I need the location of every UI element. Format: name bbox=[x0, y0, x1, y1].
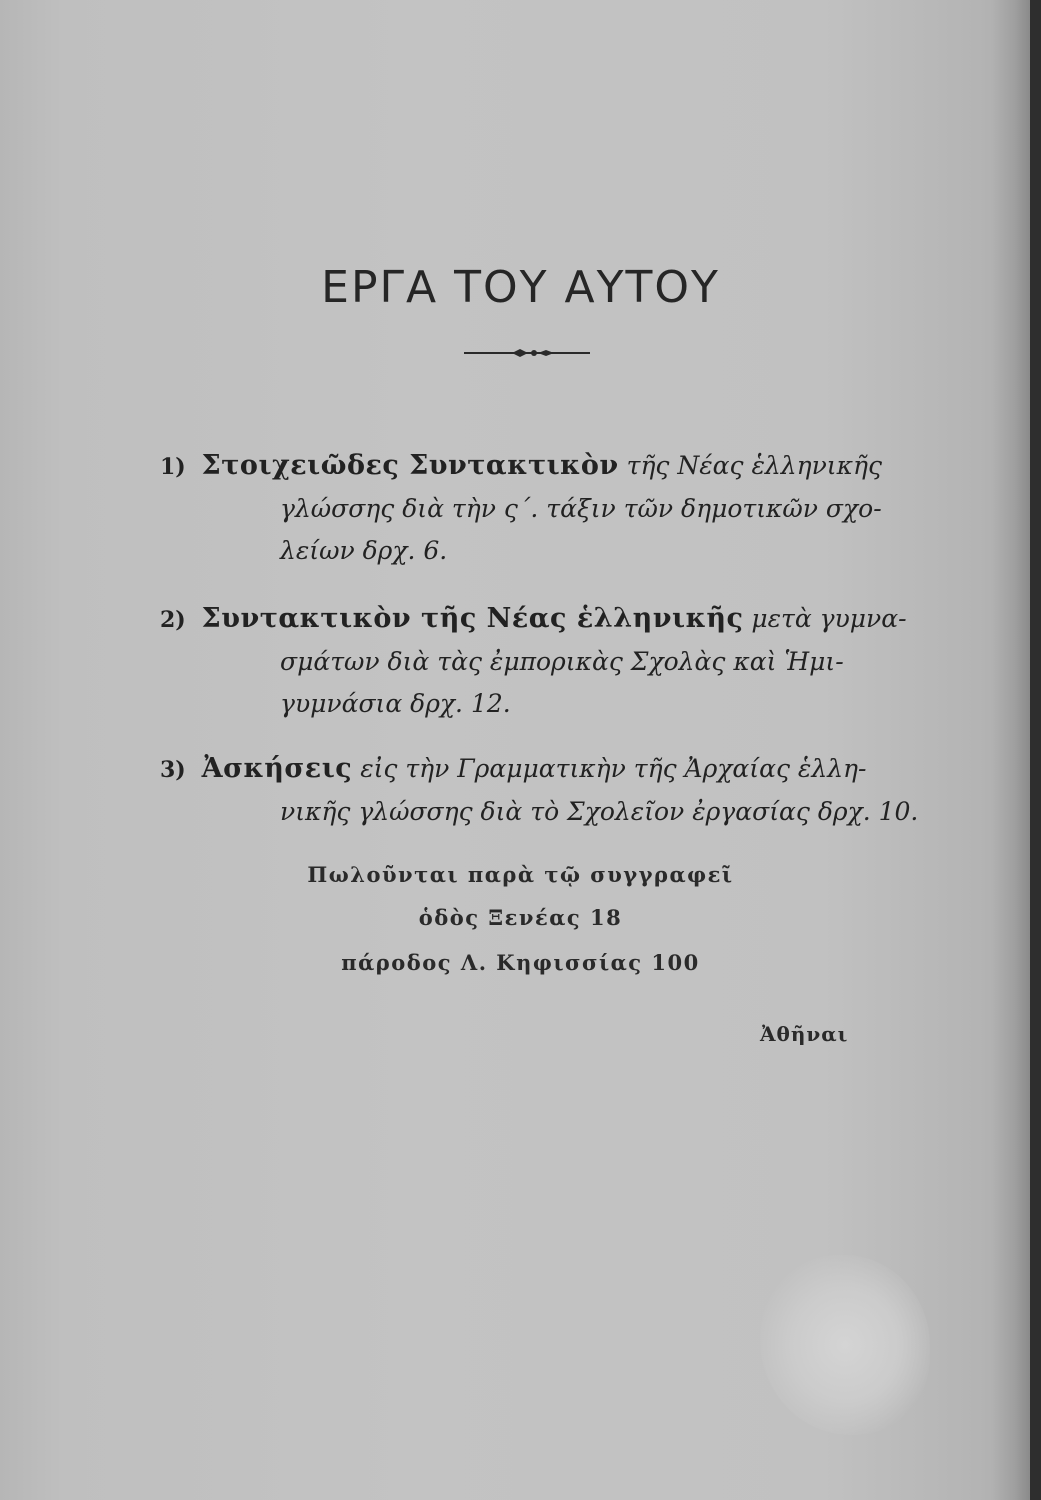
work-description-line: γυμνάσια δρχ. 12. bbox=[280, 689, 511, 718]
work-entry-3 bbox=[160, 748, 920, 833]
page-title: ΕΡΓΑ ΤΟΥ ΑΥΤΟΥ bbox=[321, 262, 720, 313]
work-description-line: λείων δρχ. 6. bbox=[280, 536, 448, 565]
paper-stain bbox=[760, 1255, 930, 1435]
imprint-city: Ἀθῆναι bbox=[760, 1022, 849, 1046]
work-entry-first-line bbox=[160, 598, 920, 641]
work-description-line: σμάτων διὰ τὰς ἐμπορικὰς Σχολὰς καὶ Ἡμι- bbox=[280, 647, 844, 676]
work-description: εἰς τὴν Γραμματικὴν τῆς Ἀρχαίας ἑλλη- bbox=[360, 754, 867, 783]
work-description: μετὰ γυμνα- bbox=[751, 604, 907, 633]
work-title: Στοιχειῶδες Συντακτικὸν bbox=[201, 450, 619, 481]
work-entry-first-line bbox=[160, 445, 920, 488]
work-description: τῆς Νέας ἑλληνικῆς bbox=[626, 451, 882, 480]
work-description-line: νικῆς γλώσσης διὰ τὸ Σχολεῖον ἐργασίας δρχ. 10. bbox=[280, 797, 919, 826]
work-title: Συντακτικὸν τῆς Νέας ἑλληνικῆς bbox=[201, 603, 744, 634]
work-number: 3) bbox=[160, 757, 186, 783]
imprint-sold-by: Πωλοῦνται παρὰ τῷ συγγραφεῖ bbox=[307, 862, 734, 887]
work-title: Ἀσκήσεις bbox=[201, 753, 353, 784]
imprint-street: ὁδὸς Ξενέας 18 bbox=[418, 905, 623, 930]
work-number: 2) bbox=[160, 607, 186, 633]
work-description-line: γλώσσης διὰ τὴν ς΄. τάξιν τῶν δημοτικῶν σχο- bbox=[280, 494, 882, 523]
work-number: 1) bbox=[160, 454, 186, 480]
work-entry-first-line bbox=[160, 748, 920, 791]
work-entry-2 bbox=[160, 598, 920, 725]
ornament-divider bbox=[464, 345, 590, 361]
imprint-crossing: πάροδος Λ. Κηφισσίας 100 bbox=[341, 950, 700, 975]
work-entry-1 bbox=[160, 445, 920, 572]
